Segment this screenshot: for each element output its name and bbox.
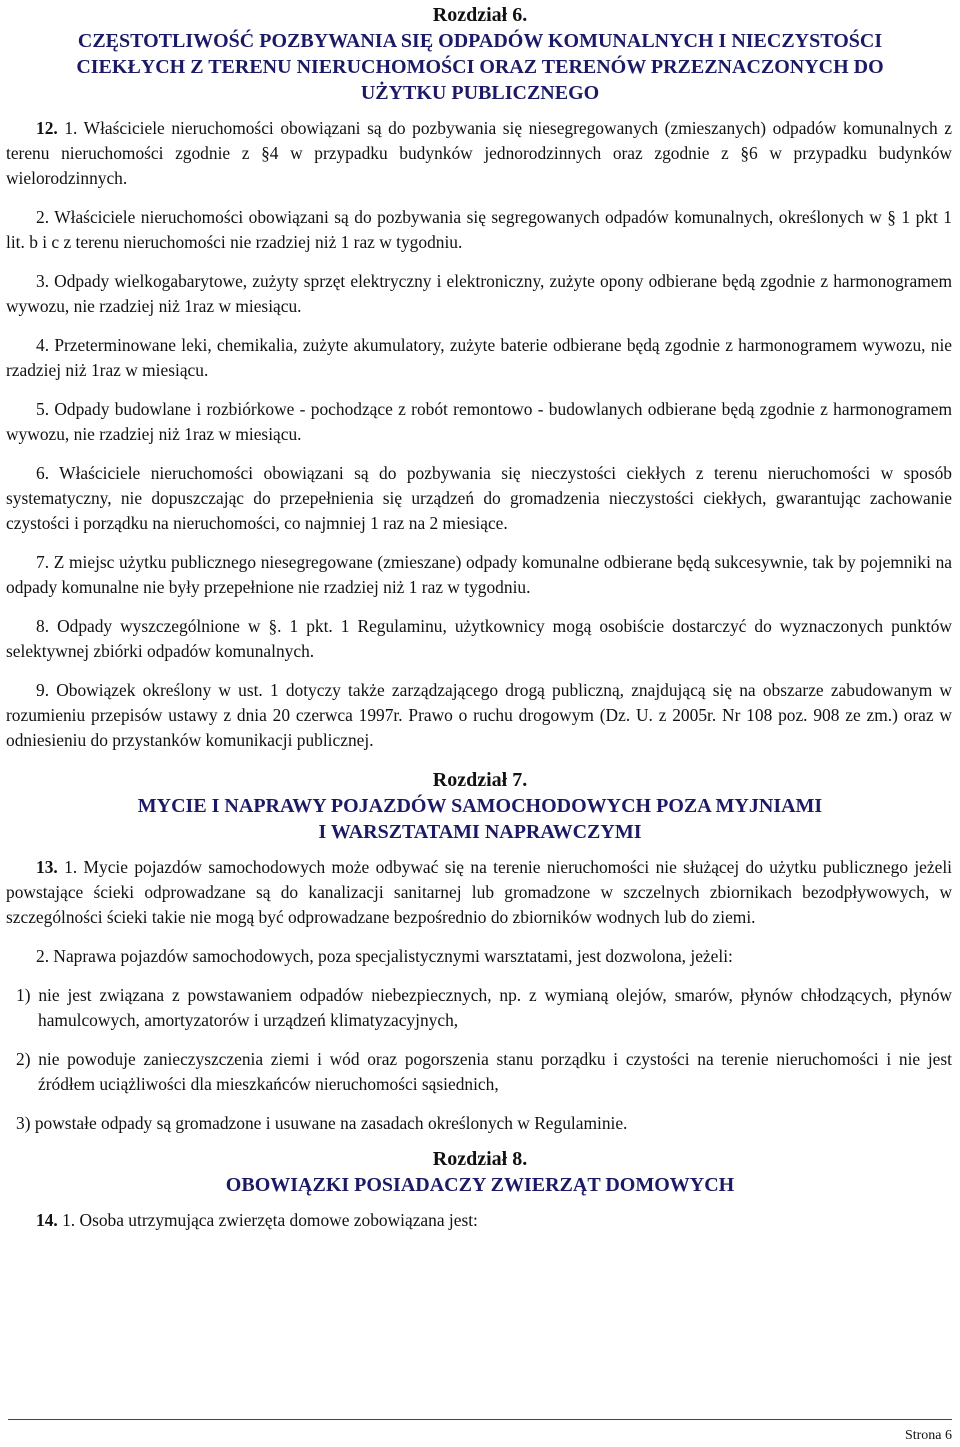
chapter-6-title-line-3: UŻYTKU PUBLICZNEGO: [360, 82, 600, 104]
point-number: 6.: [36, 463, 50, 483]
paragraph-12-5: [0, 397, 960, 447]
paragraph-12-9: [0, 678, 960, 753]
list-item-number: 3): [16, 1113, 31, 1133]
paragraph-12-6: [0, 461, 960, 536]
chapter-8-title: OBOWIĄZKI POSIADACZY ZWIERZĄT DOMOWYCH: [225, 1174, 735, 1196]
paragraph-12-3: [0, 269, 960, 319]
paragraph-13-2: [0, 944, 960, 969]
paragraph-13-1: [0, 855, 960, 930]
chapter-8-heading: Rozdział 8.: [432, 1148, 528, 1170]
chapter-7-title-line-2: I WARSZTATAMI NAPRAWCZYMI: [318, 821, 642, 843]
list-item-number: 2): [16, 1049, 31, 1069]
point-number: 3.: [36, 271, 50, 291]
paragraph-text: Odpady budowlane i rozbiórkowe - pochodzące z robót remontowo - budowlanych odbierane będą zgodnie z harmonogramem wywozu, nie rzadziej niż 1raz w miesiącu.: [6, 399, 952, 444]
chapter-6-heading: Rozdział 6.: [432, 4, 528, 26]
paragraph-12-7: [0, 550, 960, 600]
paragraph-text: Właściciele nieruchomości obowiązani są do pozbywania się nieczystości ciekłych z terenu nieruchomości w sposób systematyczny, nie dopuszczając do przepełnienia się urządzeń do gromadzenia nieczystości ciekłych, gwarantując zachowanie czystości i porządku na nieruchomości, co najmniej 1 raz na 2 miesiące.: [6, 463, 952, 533]
footer-divider: [8, 1419, 952, 1420]
paragraph-12-1: [0, 116, 960, 191]
point-number: 8.: [36, 616, 50, 636]
point-number: 2.: [36, 946, 50, 966]
chapter-6-title-line-2: CIEKŁYCH Z TERENU NIERUCHOMOŚCI ORAZ TERENÓW PRZEZNACZONYCH DO: [76, 56, 884, 78]
list-item-text: powstałe odpady są gromadzone i usuwane na zasadach określonych w Regulaminie.: [34, 1113, 628, 1133]
list-item-text: nie powoduje zanieczyszczenia ziemi i wód oraz pogorszenia stanu porządku i czystości na terenie nieruchomości i nie jest źródłem uciążliwości dla mieszkańców nieruchomości sąsiednich,: [38, 1049, 952, 1094]
paragraph-text: Naprawa pojazdów samochodowych, poza specjalistycznymi warsztatami, jest dozwolona, jeżeli:: [53, 946, 733, 966]
point-number: 1.: [64, 118, 78, 138]
point-number: 5.: [36, 399, 50, 419]
list-item-number: 1): [16, 985, 31, 1005]
paragraph-text: Właściciele nieruchomości obowiązani są do pozbywania się segregowanych odpadów komunalnych, określonych w § 1 pkt 1 lit. b i c z terenu nieruchomości nie rzadziej niż 1 raz w tygodniu.: [6, 207, 952, 252]
point-number: 9.: [36, 680, 50, 700]
point-number: 1.: [64, 857, 78, 877]
point-number: 7.: [36, 552, 50, 572]
paragraph-text: Odpady wyszczególnione w §. 1 pkt. 1 Regulaminu, użytkownicy mogą osobiście dostarczyć do wyznaczonych punktów selektywnej zbiórki odpadów komunalnych.: [6, 616, 952, 661]
paragraph-text: Z miejsc użytku publicznego niesegregowane (zmieszane) odpady komunalne odbierane będą sukcesywnie, tak by pojemniki na odpady komunalne nie były przepełnione nie rzadziej niż 1 raz w tygodniu.: [6, 552, 952, 597]
list-item: [0, 1111, 960, 1136]
point-number: 2.: [36, 207, 50, 227]
point-number: 1.: [62, 1210, 76, 1230]
paragraph-text: Obowiązek określony w ust. 1 dotyczy także zarządzającego drogą publiczną, znajdującą się na obszarze zabudowanym w rozumieniu przepisów ustawy z dnia 20 czerwca 1997r. Prawo o ruchu drogowym (Dz. U. z 2005r. Nr 108 poz. 908 ze zm.) oraz w odniesieniu do przystanków komunikacji publicznej.: [6, 680, 952, 750]
list-item: [0, 983, 960, 1033]
paragraph-text: Osoba utrzymująca zwierzęta domowe zobowiązana jest:: [79, 1210, 478, 1230]
section-number: 13.: [36, 857, 58, 877]
chapter-7-title-line-1: MYCIE I NAPRAWY POJAZDÓW SAMOCHODOWYCH POZA MYJNIAMI: [137, 795, 823, 817]
section-number: 12.: [36, 118, 58, 138]
paragraph-text: Mycie pojazdów samochodowych może odbywać się na terenie nieruchomości nie służącej do użytku publicznego jeżeli powstające ścieki odprowadzane są do kanalizacji sanitarnej lub gromadzone w szczelnych zbiornikach bezodpływowych, w szczególności ścieki takie nie mogą być odprowadzane bezpośrednio do zbiorników wodnych lub do ziemi.: [6, 857, 952, 927]
paragraph-12-2: [0, 205, 960, 255]
paragraph-text: Przeterminowane leki, chemikalia, zużyte akumulatory, zużyte baterie odbierane będą zgodnie z harmonogramem wywozu, nie rzadziej niż 1raz w miesiącu.: [6, 335, 952, 380]
paragraph-12-8: [0, 614, 960, 664]
list-item-text: nie jest związana z powstawaniem odpadów niebezpiecznych, np. z wymianą olejów, smarów, płynów chłodzących, płynów hamulcowych, amortyzatorów i urządzeń klimatyzacyjnych,: [38, 985, 952, 1030]
chapter-7-heading: Rozdział 7.: [432, 769, 528, 791]
section-number: 14.: [36, 1210, 58, 1230]
page-number: Strona 6: [904, 1428, 952, 1443]
point-number: 4.: [36, 335, 50, 355]
paragraph-12-4: [0, 333, 960, 383]
paragraph-text: Odpady wielkogabarytowe, zużyty sprzęt elektryczny i elektroniczny, zużyte opony odbierane będą zgodnie z harmonogramem wywozu, nie rzadziej niż 1raz w miesiącu.: [6, 271, 952, 316]
paragraph-14-1: [0, 1208, 960, 1233]
chapter-6-title-line-1: CZĘSTOTLIWOŚĆ POZBYWANIA SIĘ ODPADÓW KOMUNALNYCH I NIECZYSTOŚCI: [77, 30, 883, 52]
paragraph-text: Właściciele nieruchomości obowiązani są do pozbywania się niesegregowanych (zmieszanych) odpadów komunalnych z terenu nieruchomości zgodnie z §4 w przypadku budynków jednorodzinnych oraz zgodnie z §6 w przypadku budynków wielorodzinnych.: [6, 118, 952, 188]
list-item: [0, 1047, 960, 1097]
